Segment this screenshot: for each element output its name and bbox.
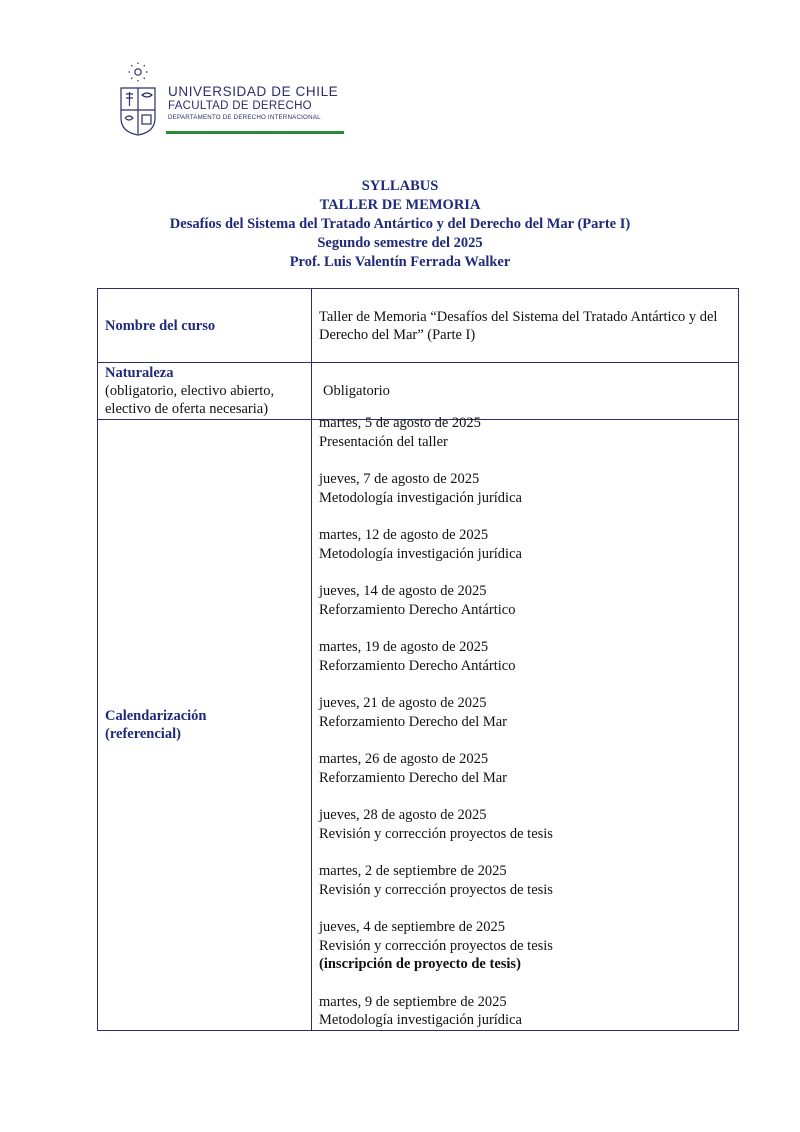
session-date: jueves, 14 de agosto de 2025 [319, 583, 487, 599]
header-professor: Prof. Luis Valentín Ferrada Walker [289, 254, 511, 270]
faculty-name: FACULTAD DE DERECHO [168, 100, 312, 112]
session-item [319, 806, 738, 843]
session-date: jueves, 21 de agosto de 2025 [319, 695, 487, 711]
session-topic: Revisión y corrección proyectos de tesis [319, 937, 553, 954]
nature-label: Naturaleza [105, 365, 174, 381]
session-date: martes, 19 de agosto de 2025 [319, 639, 489, 655]
university-name: UNIVERSIDAD DE CHILE [168, 84, 339, 99]
calendar-schedule-cell [312, 415, 739, 1031]
session-item [319, 414, 738, 451]
syllabus-table [97, 288, 739, 1031]
session-item [319, 750, 738, 787]
course-name-value-cell [312, 289, 739, 363]
session-topic: Reforzamiento Derecho del Mar [319, 713, 508, 730]
session-date: jueves, 7 de agosto de 2025 [319, 471, 480, 487]
session-list [319, 414, 738, 1030]
university-logo [118, 62, 358, 140]
university-wordmark [168, 84, 338, 123]
course-name-label: Nombre del curso [105, 317, 216, 334]
nature-value: Obligatorio [323, 383, 390, 399]
session-item [319, 694, 738, 731]
university-crest-icon [118, 62, 158, 136]
header-course-title: Desafíos del Sistema del Tratado Antártico y del Derecho del Mar (Parte I) [169, 216, 631, 232]
session-item [319, 526, 738, 563]
session-item [319, 638, 738, 675]
session-date: martes, 2 de septiembre de 2025 [319, 863, 507, 879]
session-topic: Reforzamiento Derecho Antártico [319, 601, 516, 618]
session-date: martes, 9 de septiembre de 2025 [319, 993, 507, 1010]
session-topic: Metodología investigación jurídica [319, 489, 522, 506]
syllabus-header [0, 177, 800, 272]
header-line-2: TALLER DE MEMORIA [319, 197, 481, 213]
calendar-label-cell [98, 420, 312, 1031]
session-item [319, 470, 738, 507]
table-row-calendar [98, 420, 739, 1031]
session-topic: Revisión y corrección proyectos de tesis [319, 825, 553, 842]
nature-label-cell [98, 363, 312, 420]
header-semester: Segundo semestre del 2025 [317, 235, 483, 251]
session-date: martes, 12 de agosto de 2025 [319, 527, 489, 543]
session-item [319, 582, 738, 619]
logo-underline [166, 131, 344, 134]
nature-sublabel: (obligatorio, electivo abierto, electivo de oferta necesaria) [105, 383, 275, 417]
session-topic: Reforzamiento Derecho del Mar [319, 769, 508, 786]
session-date: martes, 26 de agosto de 2025 [319, 751, 489, 767]
nature-value-cell [312, 363, 739, 420]
calendar-label: Calendarización [105, 708, 207, 724]
session-topic: Reforzamiento Derecho Antártico [319, 657, 516, 674]
table-row-nature [98, 363, 739, 420]
session-topic: Metodología investigación jurídica [319, 1012, 522, 1028]
course-name-value: Taller de Memoria “Desafíos del Sistema del Tratado Antártico y del Derecho del Mar” (Parte I) [319, 308, 718, 343]
session-item [319, 918, 738, 974]
session-date: jueves, 4 de septiembre de 2025 [319, 919, 506, 935]
session-item [319, 993, 738, 1030]
session-topic: Metodología investigación jurídica [319, 545, 522, 562]
session-topic: Revisión y corrección proyectos de tesis [319, 881, 553, 898]
department-name: DEPARTAMENTO DE DERECHO INTERNACIONAL [168, 114, 321, 121]
table-row-course-name [98, 289, 739, 363]
session-date: jueves, 28 de agosto de 2025 [319, 807, 487, 823]
session-item [319, 862, 738, 899]
session-topic: Presentación del taller [319, 433, 448, 450]
calendar-sublabel: (referencial) [105, 726, 181, 742]
course-name-label-cell [98, 289, 312, 363]
session-date: martes, 5 de agosto de 2025 [319, 415, 481, 431]
header-line-1: SYLLABUS [361, 178, 439, 194]
session-note: (inscripción de proyecto de tesis) [319, 956, 521, 972]
